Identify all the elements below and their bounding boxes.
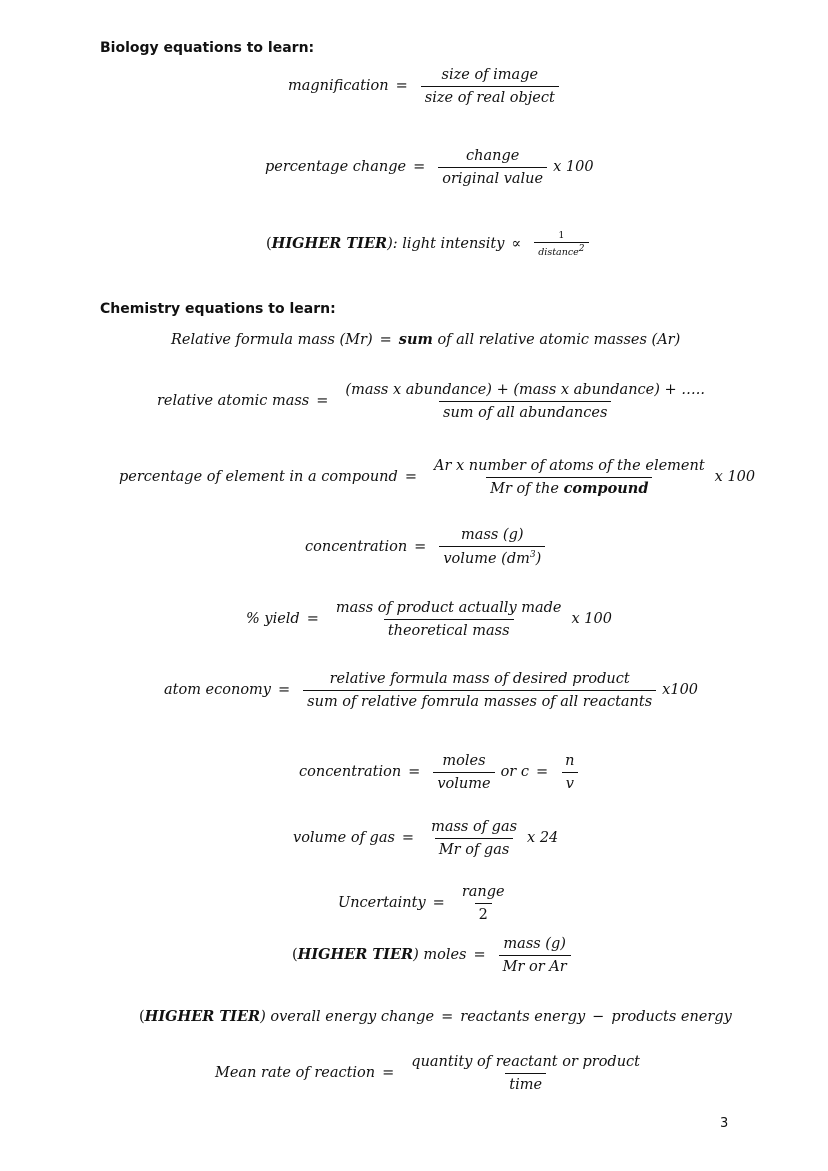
denominator-text: volume (dm	[443, 550, 530, 567]
light-intensity-lhs: ): light intensity	[387, 235, 505, 252]
fraction-denominator: 2	[475, 903, 492, 923]
percentage-element-equation	[119, 459, 755, 496]
equals-sign: =	[316, 393, 329, 410]
denominator-text: Mr of the	[490, 480, 559, 497]
fraction-numerator: range	[461, 884, 505, 900]
uncertainty-fraction	[458, 885, 509, 922]
biology-heading: Biology equations to learn:	[100, 40, 315, 56]
concentration-lhs: concentration	[299, 764, 402, 781]
fraction-denominator	[486, 477, 652, 497]
percentage-element-lhs: percentage of element in a compound	[119, 469, 398, 486]
fraction-denominator: theoretical mass	[384, 619, 514, 639]
denominator-text: distance	[538, 246, 579, 258]
atom-economy-fraction	[303, 672, 656, 709]
percent-yield-lhs: % yield	[246, 611, 300, 628]
relative-atomic-mass-equation	[157, 383, 715, 420]
equals-sign: =	[395, 78, 408, 95]
percentage-element-multiplier: x 100	[714, 469, 756, 486]
equals-sign: =	[535, 764, 549, 781]
fraction-numerator: size of image	[441, 67, 539, 83]
concentration-mass-equation	[305, 528, 551, 566]
light-intensity-equation	[266, 231, 595, 257]
percent-yield-equation	[246, 601, 612, 638]
sum-word: sum	[398, 331, 433, 348]
fraction-denominator: Mr or Ar	[499, 955, 571, 975]
relative-atomic-mass-lhs: relative atomic mass	[157, 393, 310, 410]
percent-yield-multiplier: x 100	[571, 611, 612, 628]
atom-economy-equation	[164, 672, 698, 709]
equals-sign: =	[401, 830, 415, 847]
percentage-change-equation	[265, 149, 594, 186]
volume-of-gas-fraction	[427, 820, 521, 857]
fraction-numerator: mass of gas	[431, 819, 518, 835]
concentration-moles-equation	[299, 754, 584, 791]
atom-economy-multiplier: x100	[662, 682, 699, 699]
moles-higher-equation	[292, 937, 577, 974]
magnification-lhs: magnification	[288, 78, 389, 95]
equals-sign: =	[278, 682, 291, 699]
concentration-lhs: concentration	[305, 538, 408, 555]
mean-rate-equation	[215, 1055, 650, 1092]
fraction-numerator: 1	[558, 230, 565, 241]
fraction-numerator: relative formula mass of desired product	[329, 671, 630, 687]
equals-sign: =	[382, 1065, 395, 1082]
open-paren: (	[266, 235, 272, 252]
superscript: 3	[529, 549, 536, 560]
relative-atomic-mass-fraction	[341, 383, 709, 420]
open-paren: (	[292, 947, 298, 964]
fraction-denominator	[439, 546, 545, 566]
higher-tier-label: HIGHER TIER	[297, 946, 414, 964]
equals-sign: =	[473, 947, 486, 964]
fraction-denominator: volume	[433, 772, 494, 792]
fraction-denominator: size of real object	[421, 86, 559, 106]
light-intensity-fraction	[534, 231, 588, 257]
relative-formula-mass-lhs: Relative formula mass (Mr)	[171, 332, 373, 348]
percentage-change-lhs: percentage change	[265, 159, 407, 176]
fraction-numerator: Ar x number of atoms of the element	[433, 458, 705, 474]
fraction-denominator: Mr of gas	[435, 838, 513, 858]
uncertainty-equation	[338, 885, 515, 922]
percentage-change-multiplier: x 100	[553, 159, 594, 176]
equals-sign: =	[413, 159, 426, 176]
close-paren: )	[535, 550, 542, 567]
fraction-denominator	[534, 242, 588, 258]
fraction-numerator: n	[565, 753, 575, 769]
proportional-sign: ∝	[511, 235, 522, 252]
equals-sign: =	[306, 611, 319, 628]
equals-sign: =	[404, 469, 417, 486]
reactants-energy: reactants energy	[460, 1009, 586, 1025]
equals-sign: =	[379, 332, 392, 348]
minus-sign: −	[592, 1009, 605, 1025]
superscript: 2	[578, 243, 585, 254]
atom-economy-lhs: atom economy	[164, 682, 272, 699]
relative-formula-mass-equation	[171, 333, 680, 348]
percent-yield-fraction	[332, 601, 566, 638]
magnification-equation	[288, 68, 565, 105]
volume-of-gas-lhs: volume of gas	[293, 830, 395, 847]
percentage-change-fraction	[438, 149, 547, 186]
volume-of-gas-multiplier: x 24	[527, 830, 559, 847]
fraction-numerator: mass (g)	[503, 936, 566, 952]
equals-sign: =	[408, 764, 421, 781]
equals-sign: =	[414, 538, 427, 555]
fraction-denominator: v	[562, 772, 578, 792]
uncertainty-lhs: Uncertainty	[338, 895, 426, 912]
chemistry-heading: Chemistry equations to learn:	[100, 301, 336, 317]
fraction-numerator: mass (g)	[461, 527, 524, 543]
compound-word: compound	[563, 479, 649, 497]
higher-tier-label: HIGHER TIER	[271, 234, 388, 252]
magnification-fraction	[421, 68, 559, 105]
fraction-numerator: moles	[442, 753, 486, 769]
concentration-mass-fraction	[439, 528, 545, 566]
relative-formula-mass-rhs: of all relative atomic masses (Ar)	[437, 332, 681, 348]
page-number: 3	[720, 1116, 729, 1131]
volume-of-gas-equation	[293, 820, 558, 857]
equals-sign: =	[441, 1009, 454, 1025]
mean-rate-lhs: Mean rate of reaction	[215, 1065, 376, 1082]
fraction-denominator: original value	[438, 167, 547, 187]
fraction-denominator: sum of relative fomrula masses of all reactants	[303, 690, 656, 710]
fraction-denominator: sum of all abundances	[439, 401, 611, 421]
fraction-numerator: change	[466, 148, 520, 164]
open-paren: (	[139, 1009, 145, 1025]
higher-tier-label: HIGHER TIER	[144, 1008, 261, 1025]
fraction-numerator: mass of product actually made	[335, 600, 562, 616]
concentration-moles-fraction	[433, 754, 494, 791]
fraction-denominator: time	[505, 1073, 546, 1093]
moles-fraction	[499, 937, 571, 974]
moles-lhs: ) moles	[413, 947, 467, 964]
equals-sign: =	[432, 895, 445, 912]
mean-rate-fraction	[407, 1055, 644, 1092]
products-energy: products energy	[611, 1009, 732, 1025]
percentage-element-fraction	[430, 459, 709, 496]
energy-change-lhs: ) overall energy change	[260, 1009, 435, 1025]
fraction-numerator: (mass x abundance) + (mass x abundance) + …..	[345, 382, 705, 398]
n-over-v-fraction	[561, 754, 578, 791]
energy-change-equation	[139, 1010, 732, 1025]
or-c-text: or c	[500, 764, 529, 781]
fraction-numerator: quantity of reactant or product	[411, 1054, 641, 1070]
